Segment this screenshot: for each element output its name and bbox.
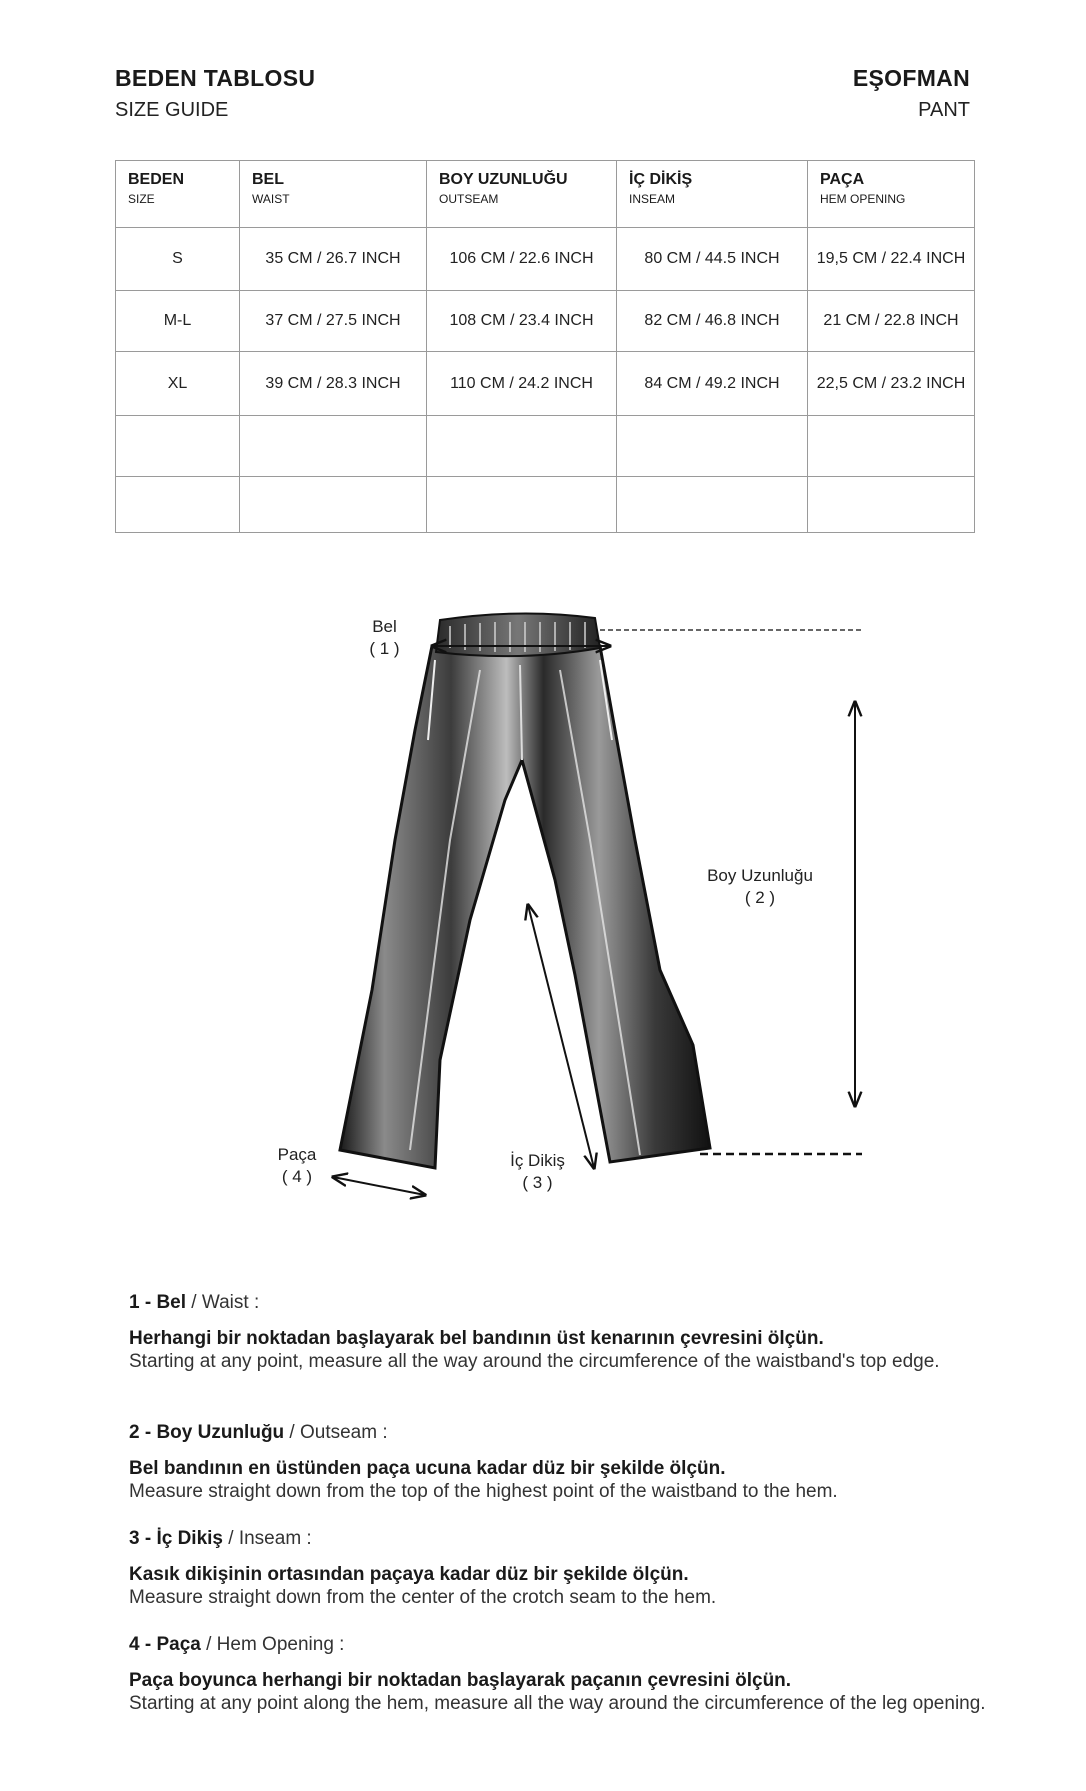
label-hem-opening: Paça ( 4 ): [277, 1145, 317, 1186]
cell-hem-opening: 21 CM / 22.8 INCH: [808, 291, 975, 352]
col-header-size: BEDEN SIZE: [116, 161, 240, 228]
instruction-text-tr: Herhangi bir noktadan başlayarak bel bandının üst kenarının çevresini ölçün.: [129, 1328, 824, 1349]
header-left: [115, 64, 315, 124]
cell-inseam: 84 CM / 49.2 INCH: [617, 352, 808, 416]
label-inseam: İç Dikiş ( 3 ): [510, 1151, 565, 1192]
cell-outseam: 106 CM / 22.6 INCH: [427, 228, 617, 291]
col-header-inseam: İÇ DİKİŞ INSEAM: [617, 161, 808, 228]
table-row-empty: [116, 416, 975, 477]
cell-empty: [240, 416, 427, 477]
cell-outseam: 110 CM / 24.2 INCH: [427, 352, 617, 416]
cell-waist: 35 CM / 26.7 INCH: [240, 228, 427, 291]
instruction-title: 1 - Bel / Waist :: [129, 1292, 260, 1313]
instruction-title: 4 - Paça / Hem Opening :: [129, 1634, 345, 1655]
cell-hem-opening: 19,5 CM / 22.4 INCH: [808, 228, 975, 291]
cell-empty: [808, 477, 975, 533]
size-guide-title-en: SIZE GUIDE: [115, 99, 229, 121]
table-header-row: [116, 161, 975, 228]
cell-inseam: 82 CM / 46.8 INCH: [617, 291, 808, 352]
instruction-text-tr: Bel bandının en üstünden paça ucuna kadar düz bir şekilde ölçün.: [129, 1458, 726, 1479]
product-title-en: PANT: [918, 99, 970, 121]
table-row-empty: [116, 477, 975, 533]
instruction-waist: [129, 1291, 999, 1373]
product-title-tr: EŞOFMAN: [852, 65, 970, 91]
instruction-title: 2 - Boy Uzunluğu / Outseam :: [129, 1422, 388, 1443]
table-row: [116, 352, 975, 416]
size-table: [115, 160, 975, 533]
header-right: [853, 64, 970, 124]
instruction-inseam: [129, 1527, 999, 1609]
cell-empty: [427, 477, 617, 533]
instruction-hem-opening: [129, 1633, 999, 1715]
cell-size: S: [116, 228, 240, 291]
col-header-hem-opening: PAÇA HEM OPENING: [808, 161, 975, 228]
cell-empty: [617, 416, 808, 477]
size-guide-title-tr: BEDEN TABLOSU: [115, 65, 316, 91]
cell-inseam: 80 CM / 44.5 INCH: [617, 228, 808, 291]
instruction-title: 3 - İç Dikiş / Inseam :: [129, 1528, 312, 1549]
cell-outseam: 108 CM / 23.4 INCH: [427, 291, 617, 352]
cell-size: M-L: [116, 291, 240, 352]
cell-size: XL: [116, 352, 240, 416]
instruction-text-en: Starting at any point along the hem, measure all the way around the circumference of the leg opening.: [129, 1693, 986, 1714]
table-row: [116, 291, 975, 352]
label-waist: Bel ( 1 ): [369, 617, 400, 658]
cell-empty: [808, 416, 975, 477]
col-header-waist: BEL WAIST: [240, 161, 427, 228]
instruction-text-tr: Paça boyunca herhangi bir noktadan başlayarak paçanın çevresini ölçün.: [129, 1670, 792, 1691]
instruction-text-en: Measure straight down from the top of the highest point of the waistband to the hem.: [129, 1481, 838, 1502]
cell-empty: [240, 477, 427, 533]
pants-shape: [340, 613, 710, 1168]
instruction-text-tr: Kasık dikişinin ortasından paçaya kadar düz bir şekilde ölçün.: [129, 1564, 689, 1585]
label-outseam: Boy Uzunluğu ( 2 ): [707, 866, 813, 907]
cell-empty: [116, 416, 240, 477]
table-row: [116, 228, 975, 291]
instruction-outseam: [129, 1421, 999, 1503]
cell-empty: [427, 416, 617, 477]
cell-hem-opening: 22,5 CM / 23.2 INCH: [808, 352, 975, 416]
cell-empty: [116, 477, 240, 533]
col-header-outseam: BOY UZUNLUĞU OUTSEAM: [427, 161, 617, 228]
cell-waist: 39 CM / 28.3 INCH: [240, 352, 427, 416]
cell-empty: [617, 477, 808, 533]
instruction-text-en: Measure straight down from the center of the crotch seam to the hem.: [129, 1587, 717, 1608]
hem-opening-arrow: [333, 1177, 425, 1195]
measurement-diagram: [0, 590, 1086, 1210]
instruction-text-en: Starting at any point, measure all the way around the circumference of the waistband's top edge.: [129, 1351, 940, 1372]
cell-waist: 37 CM / 27.5 INCH: [240, 291, 427, 352]
pant-illustration: [0, 590, 1086, 1210]
